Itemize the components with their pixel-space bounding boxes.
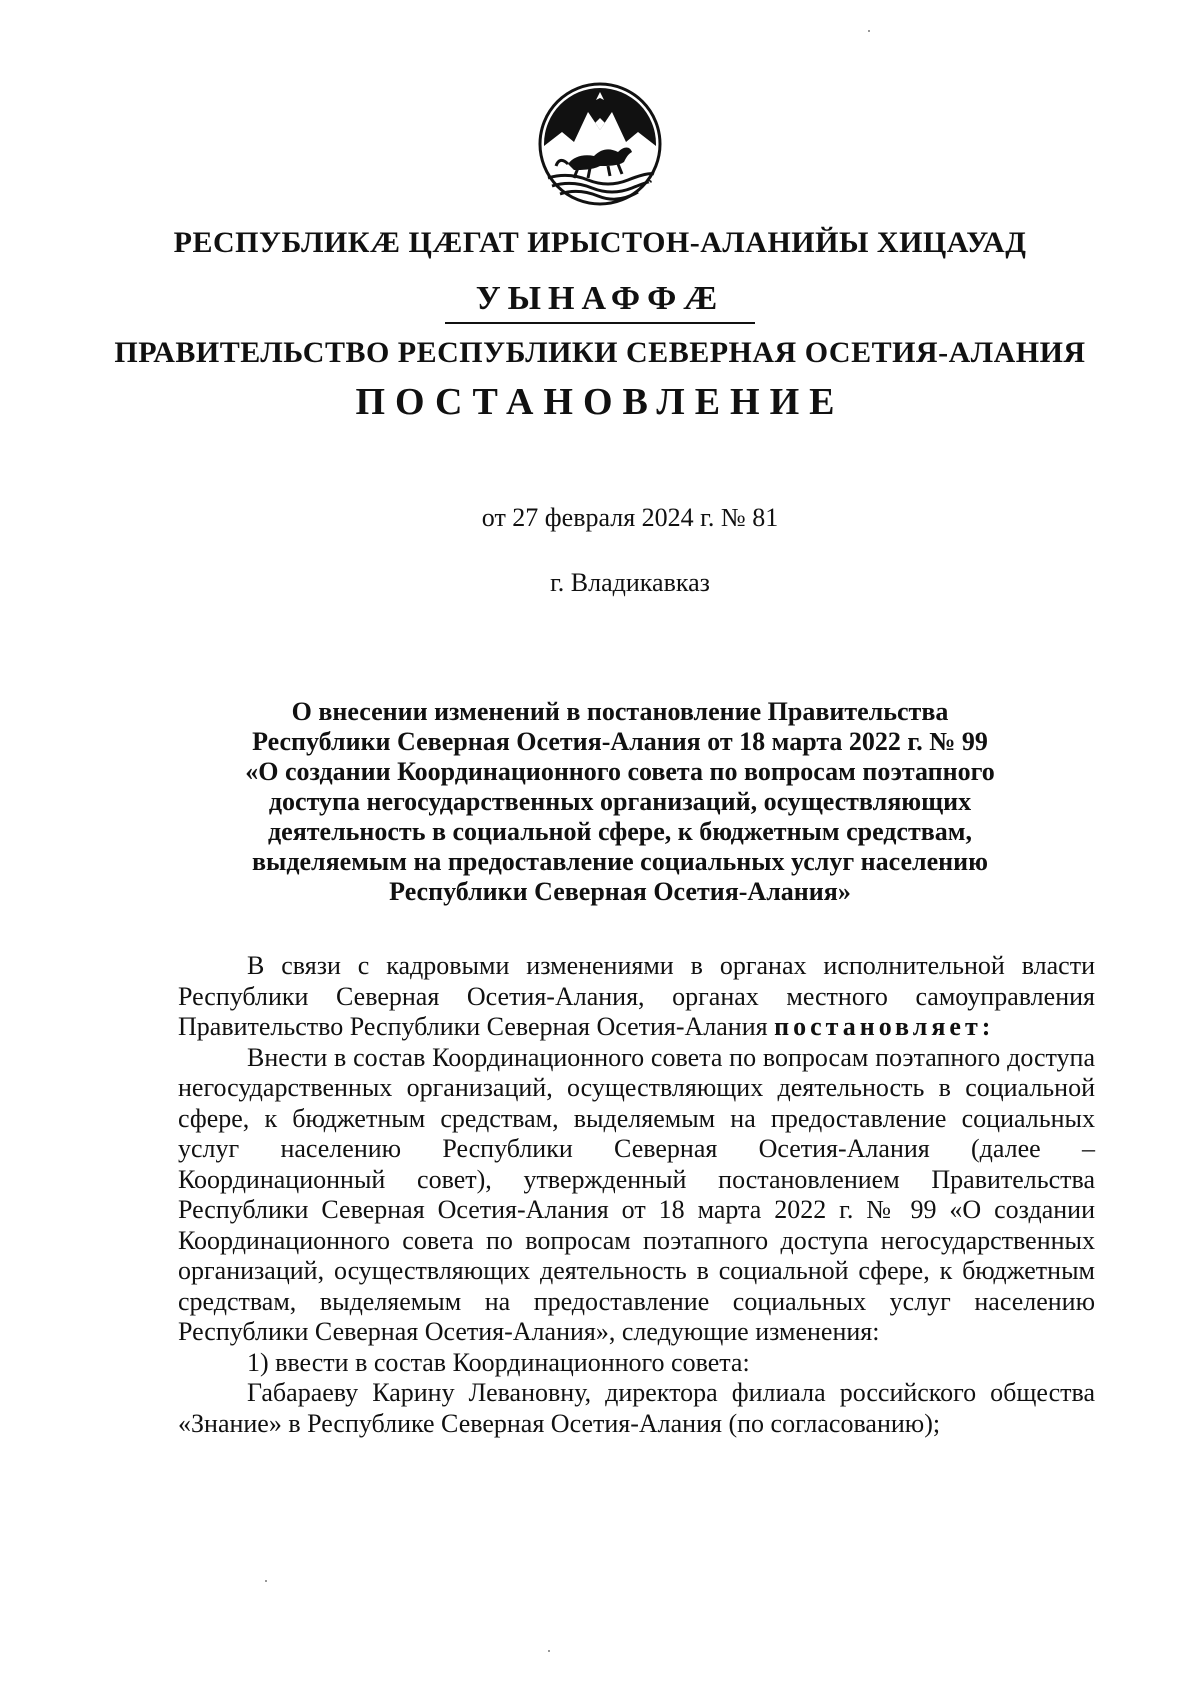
item-1-paragraph: 1) ввести в состав Координационного совета: xyxy=(247,1347,750,1377)
main-paragraph: Внести в состав Координационного совета по вопросам поэтапного доступа негосударственных организаций, осуществляющих деятельность в социальной сфере, к бюджетным средствам, выделяемым на предоставление социальных услуг населению Республики Северная Осетия-Алания (далее – Координационный совет), утвержденный постановлением Правительства Республики Северная Осетия-Алания от 18 марта 2022 г. № 99 «О создании Координационного совета по вопросам поэтапного доступа негосударственных организаций, осуществляющих деятельность в социальной сфере, к бюджетным средствам, выделяемым на предоставление социальных услуг населению Республики Северная Осетия-Алания», следующие изменения: xyxy=(178,1042,1095,1346)
header-divider xyxy=(445,322,755,324)
document-body xyxy=(178,951,1095,1439)
government-name-russian: ПРАВИТЕЛЬСТВО РЕСПУБЛИКИ СЕВЕРНАЯ ОСЕТИЯ-АЛАНИЯ xyxy=(114,336,1086,369)
decree-word: постановляет: xyxy=(774,1012,995,1041)
preamble-text: В связи с кадровыми изменениями в органах исполнительной власти Республики Северная Осетия-Алания, органах местного самоуправления Правительство Республики Северная Осетия-Алания xyxy=(178,951,1095,1041)
government-name-ossetian: РЕСПУБЛИКÆ ЦÆГАТ ИРЫСТОН-АЛАНИЙЫ ХИЦАУАД xyxy=(173,226,1027,259)
title-line: Республики Северная Осетия-Алания от 18 марта 2022 г. № 99 xyxy=(252,727,988,756)
scan-speck xyxy=(548,1650,550,1652)
title-line: «О создании Координационного совета по вопросам поэтапного xyxy=(245,757,995,786)
preamble-paragraph xyxy=(178,951,1095,1043)
document-type-russian: ПОСТАНОВЛЕНИЕ xyxy=(355,381,845,423)
scan-speck xyxy=(265,1580,267,1582)
coat-of-arms-icon xyxy=(538,82,662,206)
title-line: Республики Северная Осетия-Алания» xyxy=(389,877,851,906)
item-1-person-paragraph: Габараеву Карину Левановну, директора филиала российского общества «Знание» в Республике Северная Осетия-Алания (по согласованию); xyxy=(178,1378,1095,1438)
title-line: доступа негосударственных организаций, осуществляющих xyxy=(268,787,972,816)
document-type-ossetian: УЫНАФФÆ xyxy=(475,280,725,317)
document-city: г. Владикавказ xyxy=(550,568,710,597)
document-title xyxy=(170,697,1070,907)
document-date-number: от 27 февраля 2024 г. № 81 xyxy=(481,503,779,532)
title-line: деятельность в социальной сфере, к бюджетным средствам, xyxy=(268,817,972,846)
title-line: выделяемым на предоставление социальных услуг населению xyxy=(252,847,988,876)
scan-speck xyxy=(868,30,870,32)
title-line: О внесении изменений в постановление Правительства xyxy=(291,697,949,726)
